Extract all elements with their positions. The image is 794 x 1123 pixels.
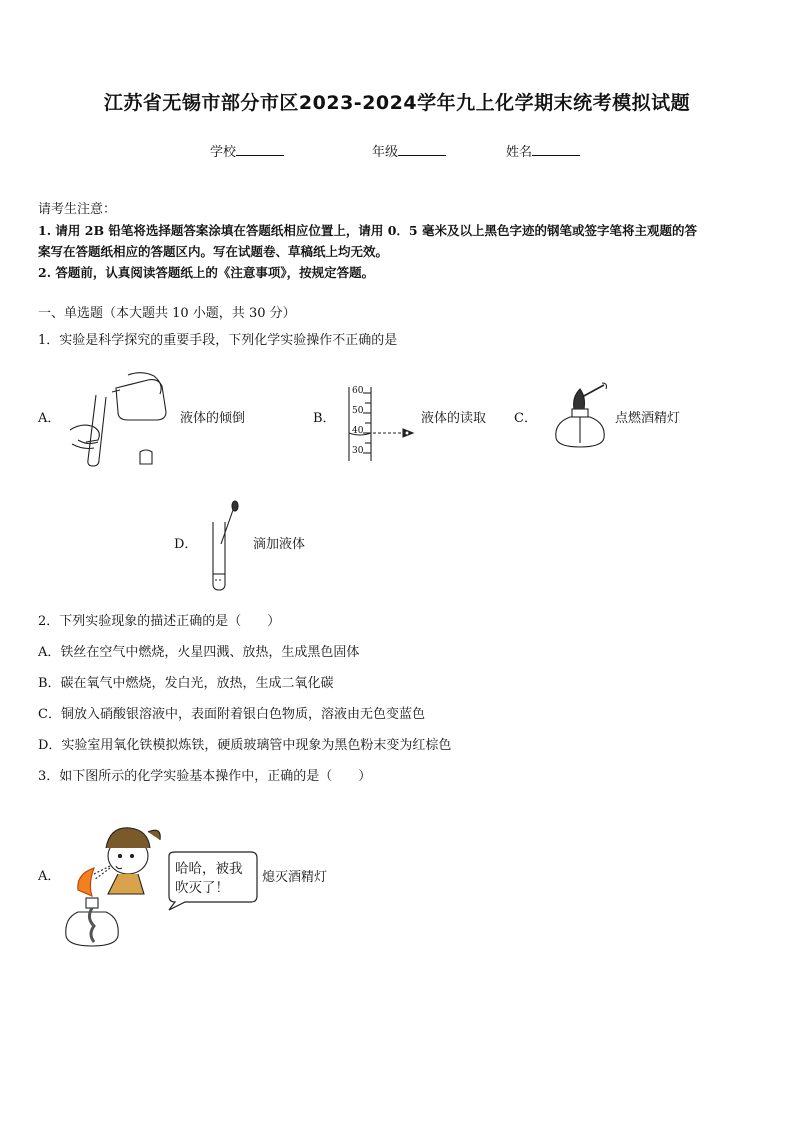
q1-option-c-text: 点燃酒精灯 (615, 411, 681, 426)
q1-option-c-letter: C． (514, 411, 537, 426)
grade-label: 年级 (372, 145, 399, 160)
name-field (506, 141, 580, 160)
q1-option-a-letter: A． (38, 411, 61, 426)
q1-option-b-text: 液体的读取 (421, 411, 487, 426)
speech-bubble-text (175, 860, 243, 898)
blowing-out-lamp-illustration (58, 818, 168, 950)
scale-label-40: 40 (352, 426, 364, 436)
scale-label-50: 50 (352, 406, 364, 416)
speech-bubble-line-1: 哈哈，被我 (175, 861, 243, 877)
notice-heading: 请考生注意： (38, 202, 117, 217)
speech-bubble-line-2: 吹灭了！ (175, 880, 229, 896)
q2-option-d: D．实验室用氧化铁模拟炼铁，硬质玻璃管中现象为黑色粉末变为红棕色 (38, 738, 452, 753)
q1-option-d-text: 滴加液体 (253, 537, 306, 552)
q1-option-b-letter: B． (313, 411, 336, 426)
scale-label-60: 60 (352, 386, 364, 396)
section-heading: 一、单选题（本大题共 10 小题，共 30 分） (38, 306, 296, 321)
q3-option-a-text: 熄灭酒精灯 (262, 870, 328, 885)
notice-line-2: 案写在答题纸相应的答题区内。写在试题卷、草稿纸上均无效。 (38, 244, 389, 259)
q2-option-c: C．铜放入硝酸银溶液中，表面附着银白色物质，溶液由无色变蓝色 (38, 707, 425, 722)
grade-field (372, 141, 446, 160)
q1-option-d-letter: D． (174, 537, 198, 552)
grade-blank (398, 143, 446, 156)
lighting-alcohol-lamp-illustration (548, 383, 612, 455)
notice-line-3: 2. 答题前，认真阅读答题纸上的《注意事项》，按规定答题。 (38, 265, 375, 280)
name-blank (532, 143, 580, 156)
school-label: 学校 (210, 145, 237, 160)
q3-option-a-letter: A． (38, 869, 61, 884)
question-2-stem: 2．下列实验现象的描述正确的是（ ） (38, 614, 281, 629)
school-field (210, 141, 284, 160)
page-title: 江苏省无锡市部分市区2023-2024学年九上化学期末统考模拟试题 (103, 92, 691, 114)
dropping-liquid-illustration (205, 500, 245, 592)
name-label: 姓名 (506, 145, 533, 160)
q2-option-a: A．铁丝在空气中燃烧，火星四溅、放热，生成黑色固体 (38, 645, 360, 660)
scale-label-30: 30 (352, 446, 364, 456)
q1-option-a-text: 液体的倾倒 (180, 411, 246, 426)
question-1-stem: 1．实验是科学探究的重要手段，下列化学实验操作不正确的是 (38, 333, 398, 348)
question-3-stem: 3．如下图所示的化学实验基本操作中，正确的是（ ） (38, 769, 372, 784)
notice-line-1: 1. 请用 2B 铅笔将选择题答案涂填在答题纸相应位置上，请用 0．5 毫米及以上黑色字迹的钢笔或签字笔将主观题的答 (38, 223, 697, 238)
pouring-liquid-illustration (68, 370, 176, 470)
q2-option-b: B．碳在氧气中燃烧，发白光，放热，生成二氧化碳 (38, 676, 334, 691)
school-blank (236, 143, 284, 156)
